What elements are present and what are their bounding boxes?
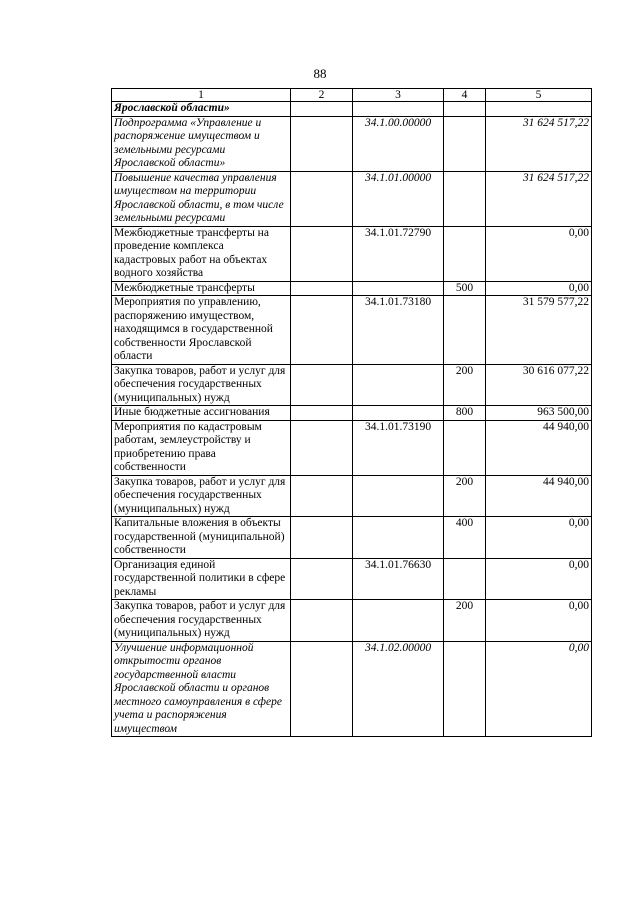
table-row <box>112 116 592 171</box>
row-col2-cell <box>291 171 353 226</box>
table-row <box>112 641 592 737</box>
row-expense-type-cell: 200 <box>444 364 486 406</box>
row-code-cell: 34.1.01.73190 <box>353 420 444 475</box>
column-header: 5 <box>486 89 592 102</box>
row-col2-cell <box>291 600 353 642</box>
table-row <box>112 171 592 226</box>
row-code-cell: 34.1.01.73180 <box>353 296 444 365</box>
row-col2-cell <box>291 406 353 421</box>
row-expense-type-cell <box>444 641 486 737</box>
page-number: 88 <box>313 66 327 81</box>
row-code-cell <box>353 475 444 517</box>
row-name-cell: Мероприятия по управлению, распоряжению имуществом, находящимся в государственной собственности Ярославской области <box>112 296 291 365</box>
row-name-cell: Закупка товаров, работ и услуг для обеспечения государственных (муниципальных) нужд <box>112 364 291 406</box>
row-name-cell: Иные бюджетные ассигнования <box>112 406 291 421</box>
row-name-cell: Повышение качества управления имуществом на территории Ярославской области, в том числе земельными ресурсами <box>112 171 291 226</box>
row-col2-cell <box>291 475 353 517</box>
row-expense-type-cell: 200 <box>444 600 486 642</box>
row-col2-cell <box>291 558 353 600</box>
row-amount-cell <box>486 102 592 117</box>
row-amount-cell: 31 579 577,22 <box>486 296 592 365</box>
row-amount-cell: 44 940,00 <box>486 475 592 517</box>
row-amount-cell: 0,00 <box>486 226 592 281</box>
row-amount-cell: 0,00 <box>486 558 592 600</box>
row-code-cell: 34.1.01.76630 <box>353 558 444 600</box>
table-body <box>112 102 592 737</box>
table-row <box>112 558 592 600</box>
table-header <box>112 89 592 102</box>
row-name-cell: Подпрограмма «Управление и распоряжение имуществом и земельными ресурсами Ярославской области» <box>112 116 291 171</box>
row-amount-cell: 0,00 <box>486 600 592 642</box>
row-col2-cell <box>291 641 353 737</box>
table-row <box>112 364 592 406</box>
row-name-cell: Межбюджетные трансферты <box>112 281 291 296</box>
row-amount-cell: 44 940,00 <box>486 420 592 475</box>
table-row <box>112 420 592 475</box>
row-code-cell: 34.1.00.00000 <box>353 116 444 171</box>
row-expense-type-cell: 200 <box>444 475 486 517</box>
row-name-cell: Ярославской области» <box>112 102 291 117</box>
budget-table <box>111 88 592 737</box>
row-expense-type-cell: 500 <box>444 281 486 296</box>
row-code-cell: 34.1.01.72790 <box>353 226 444 281</box>
row-expense-type-cell <box>444 420 486 475</box>
row-expense-type-cell <box>444 226 486 281</box>
table-row <box>112 102 592 117</box>
row-expense-type-cell <box>444 102 486 117</box>
table-row <box>112 475 592 517</box>
row-col2-cell <box>291 281 353 296</box>
row-amount-cell: 0,00 <box>486 281 592 296</box>
table-row <box>112 406 592 421</box>
column-header: 2 <box>291 89 353 102</box>
row-code-cell <box>353 364 444 406</box>
row-name-cell: Мероприятия по кадастровым работам, землеустройству и приобретению права собственности <box>112 420 291 475</box>
column-header: 4 <box>444 89 486 102</box>
row-col2-cell <box>291 420 353 475</box>
table-row <box>112 296 592 365</box>
table-row <box>112 600 592 642</box>
table-row <box>112 517 592 559</box>
row-amount-cell: 30 616 077,22 <box>486 364 592 406</box>
row-col2-cell <box>291 296 353 365</box>
column-header: 1 <box>112 89 291 102</box>
table-row <box>112 281 592 296</box>
row-code-cell <box>353 517 444 559</box>
row-name-cell: Капитальные вложения в объекты государственной (муниципальной) собственности <box>112 517 291 559</box>
row-name-cell: Организация единой государственной политики в сфере рекламы <box>112 558 291 600</box>
row-col2-cell <box>291 517 353 559</box>
row-code-cell: 34.1.02.00000 <box>353 641 444 737</box>
row-expense-type-cell: 400 <box>444 517 486 559</box>
row-amount-cell: 0,00 <box>486 641 592 737</box>
row-amount-cell: 31 624 517,22 <box>486 171 592 226</box>
row-col2-cell <box>291 102 353 117</box>
row-code-cell <box>353 102 444 117</box>
row-col2-cell <box>291 226 353 281</box>
row-expense-type-cell <box>444 558 486 600</box>
row-name-cell: Закупка товаров, работ и услуг для обеспечения государственных (муниципальных) нужд <box>112 475 291 517</box>
column-header: 3 <box>353 89 444 102</box>
row-col2-cell <box>291 364 353 406</box>
row-amount-cell: 0,00 <box>486 517 592 559</box>
row-name-cell: Закупка товаров, работ и услуг для обеспечения государственных (муниципальных) нужд <box>112 600 291 642</box>
row-expense-type-cell <box>444 296 486 365</box>
row-col2-cell <box>291 116 353 171</box>
row-amount-cell: 31 624 517,22 <box>486 116 592 171</box>
row-code-cell: 34.1.01.00000 <box>353 171 444 226</box>
row-code-cell <box>353 406 444 421</box>
row-code-cell <box>353 600 444 642</box>
table-row <box>112 226 592 281</box>
row-expense-type-cell <box>444 171 486 226</box>
row-name-cell: Улучшение информационной открытости органов государственной власти Ярославской области и органов местного самоуправления в сфере учета и распоряжения имуществом <box>112 641 291 737</box>
row-name-cell: Межбюджетные трансферты на проведение комплекса кадастровых работ на объектах водного хозяйства <box>112 226 291 281</box>
row-expense-type-cell <box>444 116 486 171</box>
row-amount-cell: 963 500,00 <box>486 406 592 421</box>
row-expense-type-cell: 800 <box>444 406 486 421</box>
row-code-cell <box>353 281 444 296</box>
